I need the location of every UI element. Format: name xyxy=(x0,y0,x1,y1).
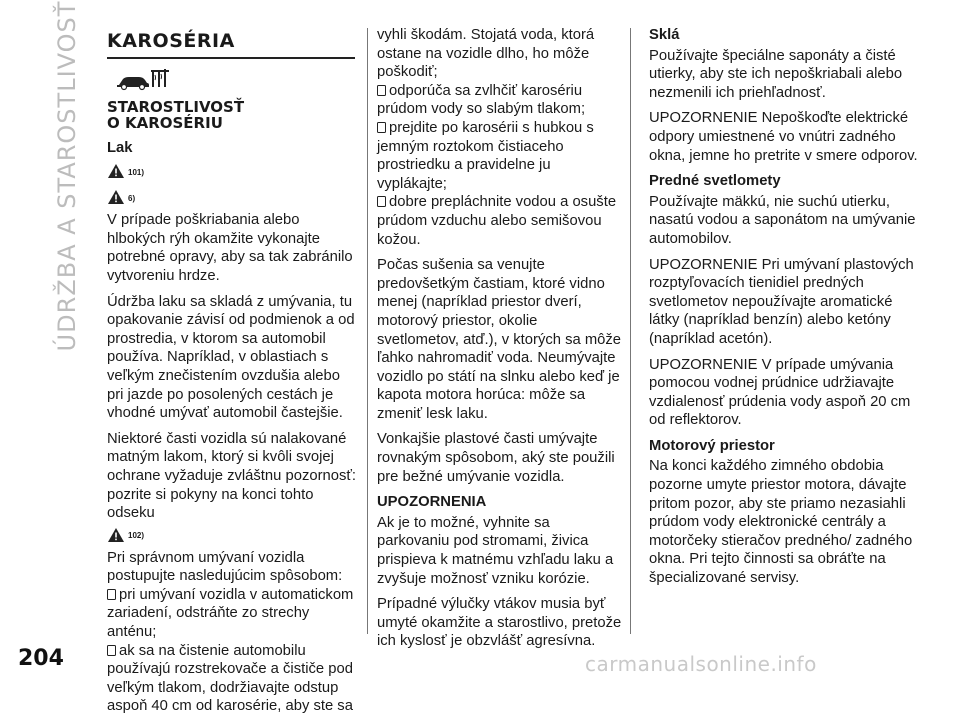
chapter-side-label-text: ÚDRŽBA A STAROSTLIVOSŤ xyxy=(53,0,81,352)
column-divider-2 xyxy=(630,28,631,634)
warning-triangle-icon xyxy=(107,189,125,205)
paragraph: Údržba laku sa skladá z umývania, tu opakovanie závisí od podmienok a od prostredia, v ktorom sa automobil používa. Napríklad, v oblastiach s veľkým znečistením ovzdušia alebo pri jazde po posolených cestách je vhodné umývať automobil častejšie. xyxy=(107,293,355,422)
heading-lak: Lak xyxy=(107,139,133,156)
warning-ref-3-label: 102) xyxy=(128,531,145,541)
warning-ref-1 xyxy=(107,159,359,183)
page-number: 204 xyxy=(18,646,64,671)
warning-ref-2 xyxy=(107,185,359,209)
warning-ref-1-label: 101) xyxy=(128,167,145,177)
list-item-text: pri umývaní vozidla v automatickom zariadení, odstráňte zo strechy anténu; xyxy=(107,586,354,641)
list-item xyxy=(377,82,623,119)
column-divider-1 xyxy=(367,28,368,634)
bullet-icon xyxy=(377,85,386,96)
warning-ref-3 xyxy=(107,523,359,547)
heading-motorovy-priestor: Motorový priestor xyxy=(649,437,775,454)
list-item xyxy=(107,642,359,716)
paragraph: Niektoré časti vozidla sú nalakované matným lakom, ktorý si kvôli svojej ochrane vyžaduje zvláštnu pozornosť: pozrite si pokyny na konci tohto odseku xyxy=(107,430,357,522)
list-item xyxy=(377,119,623,193)
chapter-side-label xyxy=(52,0,82,352)
paragraph: vyhli škodám. Stojatá voda, ktorá ostane na vozidle dlho, ho môže poškodiť; xyxy=(377,27,595,81)
title-rule xyxy=(107,57,355,59)
paragraph: Vonkajšie plastové časti umývajte rovnakým spôsobom, aký ste použili pre bežné umývanie vozidla. xyxy=(377,431,615,485)
warning-triangle-icon xyxy=(107,163,125,179)
footer-watermark: carmanualsonline.info xyxy=(585,652,817,676)
warning-triangle-icon xyxy=(107,527,125,543)
column-3 xyxy=(649,26,921,595)
list-item-text: prejdite po karosérii s hubkou s jemným roztokom čistiaceho prostriedku a pravidelne ju vyplákajte; xyxy=(377,119,594,192)
paragraph: UPOZORNENIE Pri umývaní plastových rozptyľovacích tienidiel predných svetlometov nepoužívajte aromatické látky (napríklad benzín) alebo ketóny (napríklad acetón). xyxy=(649,256,914,347)
section-title-line1: STAROSTLIVOSŤ xyxy=(107,97,245,116)
paragraph: V prípade poškriabania alebo hlbokých rýh okamžite vykonajte potrebné opravy, aby sa tak zabránilo vytvoreniu hrdze. xyxy=(107,212,353,284)
paragraph: Na konci každého zimného obdobia pozorne umyte priestor motora, dávajte pritom pozor, aby ste priamo nezasiahli prúdom vody elektronické centrály a motorčeky stieračov predného/ zadného okna. Pri tejto činnosti sa obráťte na špecializované servisy. xyxy=(649,458,913,587)
paragraph: UPOZORNENIE V prípade umývania pomocou vodnej prúdnice udržiavajte vzdialenosť prúdenia vody aspoň 20 cm od reflektorov. xyxy=(649,356,911,429)
bullet-icon xyxy=(377,122,386,133)
list-item-text: dobre prepláchnite vodou a osušte prúdom vzduchu alebo semišovou kožou. xyxy=(377,194,617,248)
heading-skla: Sklá xyxy=(649,27,680,43)
warning-ref-2-label: 6) xyxy=(128,193,136,203)
section-title-line2: O KAROSÉRIU xyxy=(107,113,223,132)
heading-upozornenia: UPOZORNENIA xyxy=(377,494,487,511)
chapter-title: KAROSÉRIA xyxy=(107,30,235,52)
heading-predne-svetlomety: Predné svetlomety xyxy=(649,173,781,190)
paragraph: UPOZORNENIE Nepoškoďte elektrické odpory umiestnené vo vnútri zadného okna, jemne ho pretrite v smere odporov. xyxy=(649,110,918,164)
bullet-icon xyxy=(107,645,116,656)
section-title xyxy=(107,99,359,131)
column-1 xyxy=(107,26,359,716)
paragraph: Prípadné výlučky vtákov musia byť umyté okamžite a starostlivo, pretože ich kyslosť je obzvlášť agresívna. xyxy=(377,596,622,650)
column-2 xyxy=(377,26,623,658)
bullet-icon xyxy=(107,589,116,600)
list-item-text: odporúča sa zvlhčiť karosériu prúdom vody so slabým tlakom; xyxy=(377,82,586,118)
list-item xyxy=(107,586,359,642)
list-item-text: ak sa na čistenie automobilu používajú rozstrekovače a čističe pod veľkým tlakom, dodržiavajte odstup aspoň 40 cm od karosérie, aby ste sa xyxy=(107,642,353,715)
paragraph: Pri správnom umývaní vozidla postupujte nasledujúcim spôsobom: xyxy=(107,549,343,585)
paragraph: Ak je to možné, vyhnite sa parkovaniu pod stromami, živica prispieva k matnému vzhľadu laku a zvyšuje možnosť vzniku korózie. xyxy=(377,514,614,587)
list-item xyxy=(377,193,623,249)
bullet-icon xyxy=(377,196,386,207)
paragraph: Používajte mäkkú, nie suchú utierku, nasatú vodou a saponátom na umývanie automobilov. xyxy=(649,193,916,247)
paragraph: Používajte špeciálne saponáty a čisté utierky, aby ste ich nepoškriabali alebo nezmenili ich priehľadnosť. xyxy=(649,47,903,101)
paragraph: Počas sušenia sa venujte predovšetkým častiam, ktoré vidno menej (napríklad priestor dverí, motorový priestor, okolie svetlometov, atď.), v ktorých sa môže ľahko nahromadiť voda. Neumývajte vozidlo po státí na slnku alebo keď je kapota motora horúca: môže sa zmeniť lesk laku. xyxy=(377,257,622,422)
car-wash-icon xyxy=(113,67,173,91)
